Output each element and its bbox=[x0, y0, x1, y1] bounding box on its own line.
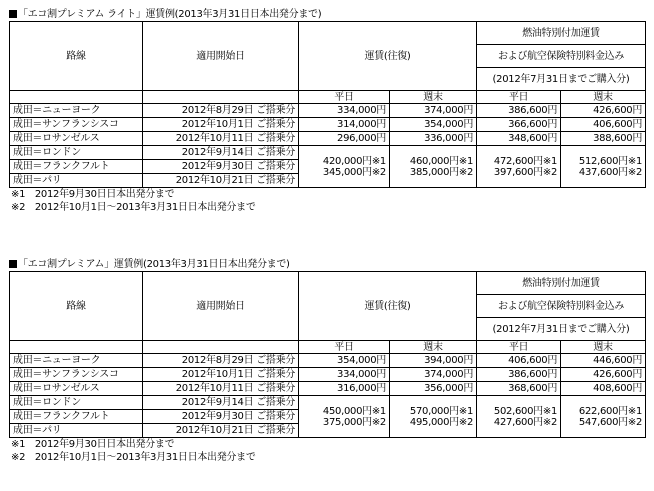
table-title-text: 「エコ割プレミアム」運賃例(2013年3月31日日本出発分まで) bbox=[18, 259, 290, 270]
fare-weekday-cell: 316,000円 bbox=[299, 382, 390, 396]
header-fare: 運賃(往復) bbox=[299, 272, 477, 341]
fare-weekday-cell bbox=[299, 146, 390, 188]
start-date-cell: 2012年9月14日 ご搭乗分 bbox=[143, 396, 299, 410]
route-cell: 成田＝パリ bbox=[10, 424, 143, 438]
table-row bbox=[10, 132, 646, 146]
start-date-cell: 2012年10月11日 ご搭乗分 bbox=[143, 132, 299, 146]
header-weekday: 平日 bbox=[299, 91, 390, 104]
header-weekday: 平日 bbox=[299, 341, 390, 354]
fare-weekend-cell bbox=[390, 146, 477, 188]
footnote-2: ※2 2012年10月1日～2013年3月31日日本出発分まで bbox=[11, 452, 256, 463]
header-fuel-line3: (2012年7月31日までご購入分) bbox=[477, 318, 646, 341]
route-cell: 成田＝ロンドン bbox=[10, 146, 143, 160]
fare-weekday-cell: 334,000円 bbox=[299, 104, 390, 118]
header-empty bbox=[10, 91, 143, 104]
header-empty bbox=[143, 341, 299, 354]
fuel-weekend-cell: 426,600円 bbox=[561, 368, 646, 382]
header-fuel-line2: および航空保険特別料金込み bbox=[477, 295, 646, 318]
start-date-cell: 2012年10月1日 ご搭乗分 bbox=[143, 118, 299, 132]
fuel-weekday-cell: 406,600円 bbox=[477, 354, 561, 368]
footnote-2: ※2 2012年10月1日～2013年3月31日日本出発分まで bbox=[11, 202, 256, 213]
header-fuel-line3: (2012年7月31日までご購入分) bbox=[477, 68, 646, 91]
route-cell: 成田＝パリ bbox=[10, 174, 143, 188]
start-date-cell: 2012年9月30日 ご搭乗分 bbox=[143, 410, 299, 424]
header-weekday-fuel: 平日 bbox=[477, 91, 561, 104]
route-cell: 成田＝フランクフルト bbox=[10, 410, 143, 424]
fare-table-block-1 bbox=[9, 8, 645, 214]
table-row bbox=[10, 368, 646, 382]
fuel-weekday-cell: 366,600円 bbox=[477, 118, 561, 132]
table-row bbox=[10, 354, 646, 368]
fare-table bbox=[9, 271, 646, 438]
route-cell: 成田＝ロサンゼルス bbox=[10, 382, 143, 396]
fare-value: 420,000円※1 bbox=[322, 155, 386, 167]
fare-value: 472,600円※1 bbox=[493, 155, 558, 167]
fare-value: 345,000円※2 bbox=[322, 166, 386, 178]
fuel-weekend-cell: 426,600円 bbox=[561, 104, 646, 118]
fuel-weekend-cell: 406,600円 bbox=[561, 118, 646, 132]
fare-weekend-cell: 356,000円 bbox=[390, 382, 477, 396]
footnote-1: ※1 2012年9月30日日本出発分まで bbox=[11, 189, 175, 200]
table-title-text: 「エコ割プレミアム ライト」運賃例(2013年3月31日日本出発分まで) bbox=[18, 9, 322, 20]
fuel-weekend-cell bbox=[561, 396, 646, 438]
table-row bbox=[10, 396, 646, 410]
fuel-weekday-cell: 348,600円 bbox=[477, 132, 561, 146]
fare-value: 375,000円※2 bbox=[322, 416, 386, 428]
start-date-cell: 2012年9月30日 ご搭乗分 bbox=[143, 160, 299, 174]
fare-table-block-2 bbox=[9, 258, 645, 464]
header-route: 路線 bbox=[10, 272, 143, 341]
header-fuel-line1: 燃油特別付加運賃 bbox=[477, 272, 646, 295]
fare-weekend-cell: 374,000円 bbox=[390, 104, 477, 118]
start-date-cell: 2012年8月29日 ご搭乗分 bbox=[143, 104, 299, 118]
fare-value: 450,000円※1 bbox=[322, 405, 386, 417]
header-weekend-fuel: 週末 bbox=[561, 91, 646, 104]
fuel-weekend-cell bbox=[561, 146, 646, 188]
header-fare: 運賃(往復) bbox=[299, 22, 477, 91]
header-fuel-line2: および航空保険特別料金込み bbox=[477, 45, 646, 68]
fare-weekday-cell bbox=[299, 396, 390, 438]
fare-weekend-cell: 354,000円 bbox=[390, 118, 477, 132]
table-row bbox=[10, 118, 646, 132]
route-cell: 成田＝サンフランシスコ bbox=[10, 368, 143, 382]
fuel-weekday-cell bbox=[477, 396, 561, 438]
table-row bbox=[10, 146, 646, 160]
header-weekend-fuel: 週末 bbox=[561, 341, 646, 354]
table-row bbox=[10, 104, 646, 118]
header-weekday-fuel: 平日 bbox=[477, 341, 561, 354]
fare-weekday-cell: 334,000円 bbox=[299, 368, 390, 382]
header-weekend: 週末 bbox=[390, 91, 477, 104]
fare-weekend-cell: 394,000円 bbox=[390, 354, 477, 368]
header-route: 路線 bbox=[10, 22, 143, 91]
header-start-date: 適用開始日 bbox=[143, 22, 299, 91]
fare-value: 460,000円※1 bbox=[409, 155, 474, 167]
header-empty bbox=[143, 91, 299, 104]
route-cell: 成田＝ニューヨーク bbox=[10, 354, 143, 368]
fuel-weekday-cell bbox=[477, 146, 561, 188]
route-cell: 成田＝サンフランシスコ bbox=[10, 118, 143, 132]
fare-weekend-cell bbox=[390, 396, 477, 438]
header-start-date: 適用開始日 bbox=[143, 272, 299, 341]
fuel-weekend-cell: 446,600円 bbox=[561, 354, 646, 368]
fare-value: 437,600円※2 bbox=[578, 166, 643, 178]
table-row bbox=[10, 382, 646, 396]
fare-value: 385,000円※2 bbox=[409, 166, 474, 178]
fuel-weekend-cell: 388,600円 bbox=[561, 132, 646, 146]
fare-value: 547,600円※2 bbox=[578, 416, 643, 428]
start-date-cell: 2012年8月29日 ご搭乗分 bbox=[143, 354, 299, 368]
fare-weekday-cell: 354,000円 bbox=[299, 354, 390, 368]
fuel-weekday-cell: 386,600円 bbox=[477, 368, 561, 382]
fare-value: 622,600円※1 bbox=[578, 405, 643, 417]
fare-weekday-cell: 314,000円 bbox=[299, 118, 390, 132]
fare-value: 512,600円※1 bbox=[578, 155, 643, 167]
fare-weekend-cell: 336,000円 bbox=[390, 132, 477, 146]
fare-value: 502,600円※1 bbox=[493, 405, 558, 417]
fare-weekday-cell: 296,000円 bbox=[299, 132, 390, 146]
start-date-cell: 2012年9月14日 ご搭乗分 bbox=[143, 146, 299, 160]
route-cell: 成田＝ロサンゼルス bbox=[10, 132, 143, 146]
table-title bbox=[9, 258, 645, 271]
fare-weekend-cell: 374,000円 bbox=[390, 368, 477, 382]
footnote-1: ※1 2012年9月30日日本出発分まで bbox=[11, 439, 175, 450]
fare-value: 427,600円※2 bbox=[493, 416, 558, 428]
route-cell: 成田＝ロンドン bbox=[10, 396, 143, 410]
square-bullet-icon bbox=[9, 10, 17, 18]
fuel-weekend-cell: 408,600円 bbox=[561, 382, 646, 396]
start-date-cell: 2012年10月21日 ご搭乗分 bbox=[143, 174, 299, 188]
start-date-cell: 2012年10月11日 ご搭乗分 bbox=[143, 382, 299, 396]
header-fuel-line1: 燃油特別付加運賃 bbox=[477, 22, 646, 45]
header-empty bbox=[10, 341, 143, 354]
fare-table bbox=[9, 21, 646, 188]
table-title bbox=[9, 8, 645, 21]
square-bullet-icon bbox=[9, 260, 17, 268]
route-cell: 成田＝ニューヨーク bbox=[10, 104, 143, 118]
fare-value: 570,000円※1 bbox=[409, 405, 474, 417]
fuel-weekday-cell: 386,600円 bbox=[477, 104, 561, 118]
header-weekend: 週末 bbox=[390, 341, 477, 354]
start-date-cell: 2012年10月1日 ご搭乗分 bbox=[143, 368, 299, 382]
route-cell: 成田＝フランクフルト bbox=[10, 160, 143, 174]
fuel-weekday-cell: 368,600円 bbox=[477, 382, 561, 396]
start-date-cell: 2012年10月21日 ご搭乗分 bbox=[143, 424, 299, 438]
fare-value: 397,600円※2 bbox=[493, 166, 558, 178]
fare-value: 495,000円※2 bbox=[409, 416, 474, 428]
